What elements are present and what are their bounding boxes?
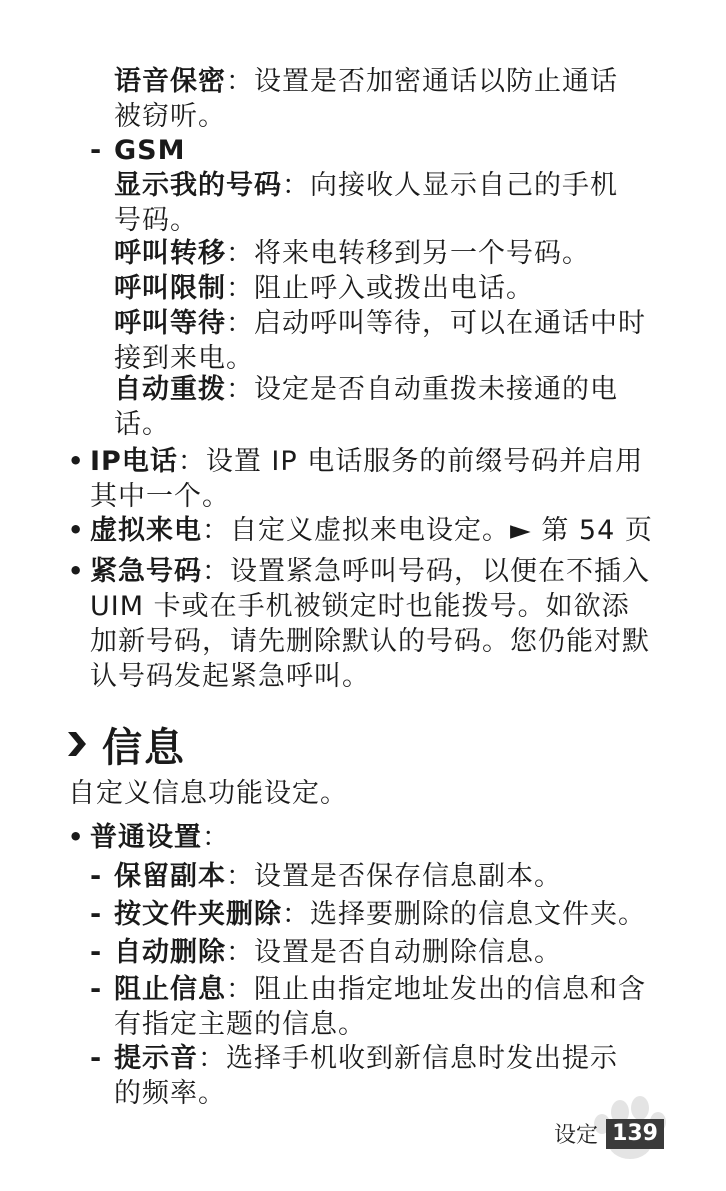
emergency-term: 紧急号码 <box>90 556 202 587</box>
show-my-number-text-1: 向接收人显示自己的手机 <box>310 170 618 201</box>
separator: ： <box>198 1043 226 1074</box>
alert-tone-term: 提示音 <box>114 1043 198 1074</box>
separator: ： <box>226 374 254 405</box>
emergency-text-1: 设置紧急呼叫号码，以便在不插入 <box>230 556 650 587</box>
separator: ： <box>226 273 254 304</box>
voice-privacy-item <box>114 64 618 134</box>
bullet-marker: • <box>68 516 84 544</box>
emergency-text-2: UIM 卡或在手机被锁定时也能拨号。如欲添 <box>90 591 630 622</box>
auto-redial-text-2: 话。 <box>114 409 170 440</box>
emergency-text-3: 加新号码，请先删除默认的号码。您仍能对默 <box>90 626 650 657</box>
voice-privacy-text-2: 被窃听。 <box>114 101 226 132</box>
show-my-number-term: 显示我的号码 <box>114 170 282 201</box>
dash-marker: - <box>90 974 102 1005</box>
call-barring-item <box>114 271 534 306</box>
general-settings-term: 普通设置 <box>90 822 202 853</box>
bullet-marker: • <box>68 823 84 851</box>
separator: ： <box>282 899 310 930</box>
dash-marker: - <box>90 1043 102 1074</box>
page-number: 139 <box>606 1119 664 1149</box>
auto-redial-term: 自动重拨 <box>114 374 226 405</box>
bullet-marker: • <box>68 447 84 475</box>
separator: ： <box>202 822 230 853</box>
show-my-number-text-2: 号码。 <box>114 205 198 236</box>
dash-marker: - <box>90 861 102 892</box>
footer-section-label: 设定 <box>554 1123 599 1148</box>
block-messages-text-2: 有指定主题的信息。 <box>114 1009 366 1040</box>
call-waiting-text-1: 启动呼叫等待，可以在通话中时 <box>254 308 646 339</box>
separator: ： <box>226 238 254 269</box>
messages-section-heading <box>66 716 186 772</box>
separator: ： <box>226 974 254 1005</box>
call-waiting-item <box>114 306 646 376</box>
separator: ： <box>226 861 254 892</box>
voice-privacy-text-1: 设置是否加密通话以防止通话 <box>254 66 618 97</box>
voice-privacy-term: 语音保密 <box>114 66 226 97</box>
delete-by-folder-item <box>114 897 646 932</box>
section-title: 信息 <box>102 724 186 771</box>
general-settings-item <box>90 820 230 855</box>
call-barring-term: 呼叫限制 <box>114 273 226 304</box>
separator: ： <box>202 515 230 546</box>
call-waiting-term: 呼叫等待 <box>114 308 226 339</box>
bullet-marker: • <box>68 557 84 585</box>
separator: ： <box>202 556 230 587</box>
call-barring-text: 阻止呼入或拨出电话。 <box>254 273 534 304</box>
call-forwarding-term: 呼叫转移 <box>114 238 226 269</box>
fake-call-item <box>90 513 653 548</box>
keep-copy-term: 保留副本 <box>114 861 226 892</box>
section-intro: 自定义信息功能设定。 <box>68 778 348 809</box>
call-forwarding-item <box>114 236 590 271</box>
chevron-right-icon <box>66 729 88 759</box>
block-messages-text-1: 阻止由指定地址发出的信息和含 <box>254 974 646 1005</box>
ip-call-text-2: 其中一个。 <box>90 481 230 512</box>
block-messages-item <box>114 972 646 1042</box>
keep-copy-item <box>114 859 562 894</box>
emergency-number-item <box>90 554 650 694</box>
ip-call-text-1: 设置 IP 电话服务的前缀号码并启用 <box>205 446 644 477</box>
delete-by-folder-text: 选择要删除的信息文件夹。 <box>310 899 646 930</box>
gsm-dash: - <box>90 135 102 166</box>
separator: ： <box>226 937 254 968</box>
auto-redial-text-1: 设定是否自动重拨未接通的电 <box>254 374 618 405</box>
keep-copy-text: 设置是否保存信息副本。 <box>254 861 562 892</box>
separator: ： <box>282 170 310 201</box>
auto-delete-text: 设置是否自动删除信息。 <box>254 937 562 968</box>
fake-call-text: 自定义虚拟来电设定。► 第 54 页 <box>230 515 653 546</box>
auto-delete-item <box>114 935 562 970</box>
ip-call-item <box>90 444 643 514</box>
dash-marker: - <box>90 937 102 968</box>
emergency-text-4: 认号码发起紧急呼叫。 <box>90 661 370 692</box>
call-waiting-text-2: 接到来电。 <box>114 343 254 374</box>
show-my-number-item <box>114 168 618 238</box>
alert-tone-text-1: 选择手机收到新信息时发出提示 <box>226 1043 618 1074</box>
gsm-heading: GSM <box>114 135 186 166</box>
auto-redial-item <box>114 372 618 442</box>
separator: ： <box>226 308 254 339</box>
fake-call-term: 虚拟来电 <box>90 515 202 546</box>
block-messages-term: 阻止信息 <box>114 974 226 1005</box>
separator: ： <box>226 66 254 97</box>
ip-call-term: IP电话 <box>90 446 178 477</box>
delete-by-folder-term: 按文件夹删除 <box>114 899 282 930</box>
dash-marker: - <box>90 899 102 930</box>
page-footer <box>554 1118 664 1149</box>
separator: ： <box>177 446 206 477</box>
alert-tone-text-2: 的频率。 <box>114 1078 226 1109</box>
auto-delete-term: 自动删除 <box>114 937 226 968</box>
call-forwarding-text: 将来电转移到另一个号码。 <box>254 238 590 269</box>
